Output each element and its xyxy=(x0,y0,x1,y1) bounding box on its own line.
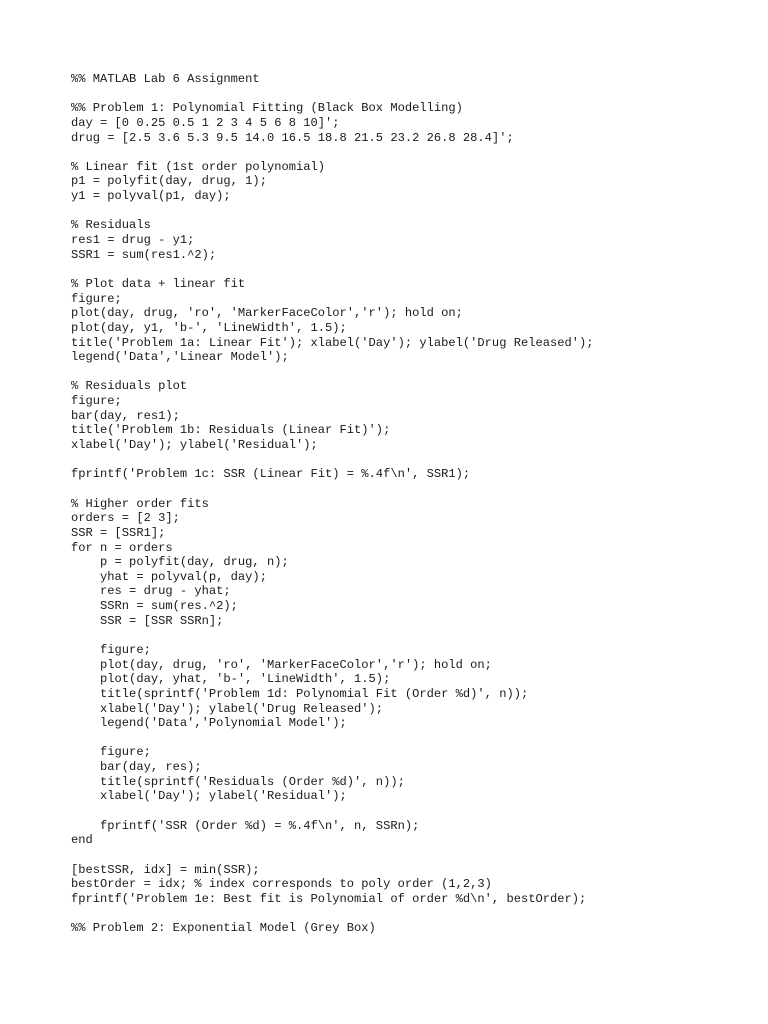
code-line: fprintf('Problem 1e: Best fit is Polynomial of order %d\n', bestOrder); xyxy=(71,891,587,906)
code-line xyxy=(71,262,594,277)
code-line xyxy=(71,907,594,922)
code-line: xlabel('Day'); ylabel('Residual'); xyxy=(71,438,318,453)
code-line: title(sprintf('Residuals (Order %d)', n)); xyxy=(71,774,405,789)
code-line xyxy=(71,87,594,102)
code-line: fprintf('Problem 1c: SSR (Linear Fit) = %.4f\n', SSR1); xyxy=(71,467,471,482)
code-line: % Higher order fits xyxy=(71,496,209,511)
code-line xyxy=(71,453,594,468)
code-line: title('Problem 1a: Linear Fit'); xlabel('Day'); ylabel('Drug Released'); xyxy=(71,335,594,350)
code-line xyxy=(71,365,594,380)
code-line: plot(day, drug, 'ro', 'MarkerFaceColor','r'); hold on; xyxy=(71,306,463,321)
code-line: figure; xyxy=(71,642,151,657)
code-line: title(sprintf('Problem 1d: Polynomial Fit (Order %d)', n)); xyxy=(71,686,529,701)
code-line: SSR1 = sum(res1.^2); xyxy=(71,247,217,262)
code-line: p = polyfit(day, drug, n); xyxy=(71,555,289,570)
code-line: plot(day, yhat, 'b-', 'LineWidth', 1.5); xyxy=(71,672,391,687)
code-line: yhat = polyval(p, day); xyxy=(71,569,267,584)
code-line: orders = [2 3]; xyxy=(71,511,180,526)
code-line xyxy=(71,204,594,219)
code-listing xyxy=(71,72,594,936)
code-line: SSRn = sum(res.^2); xyxy=(71,599,238,614)
code-line: % Linear fit (1st order polynomial) xyxy=(71,159,326,174)
code-line: plot(day, drug, 'ro', 'MarkerFaceColor','r'); hold on; xyxy=(71,657,492,672)
code-line: plot(day, y1, 'b-', 'LineWidth', 1.5); xyxy=(71,320,347,335)
code-line: SSR = [SSR SSRn]; xyxy=(71,613,224,628)
code-line: end xyxy=(71,833,93,848)
code-line: figure; xyxy=(71,394,122,409)
code-line xyxy=(71,804,594,819)
code-line: SSR = [SSR1]; xyxy=(71,525,166,540)
code-line: drug = [2.5 3.6 5.3 9.5 14.0 16.5 18.8 21.5 23.2 26.8 28.4]'; xyxy=(71,130,514,145)
code-line: %% Problem 1: Polynomial Fitting (Black Box Modelling) xyxy=(71,101,463,116)
code-line xyxy=(71,482,594,497)
code-line: y1 = polyval(p1, day); xyxy=(71,189,231,204)
code-line xyxy=(71,145,594,160)
code-line: bestOrder = idx; % index corresponds to poly order (1,2,3) xyxy=(71,877,492,892)
code-line: for n = orders xyxy=(71,540,173,555)
code-line: fprintf('SSR (Order %d) = %.4f\n', n, SSRn); xyxy=(71,818,420,833)
code-line: % Residuals xyxy=(71,218,151,233)
code-line: legend('Data','Linear Model'); xyxy=(71,350,289,365)
code-line: %% MATLAB Lab 6 Assignment xyxy=(71,72,260,86)
code-line: p1 = polyfit(day, drug, 1); xyxy=(71,174,267,189)
code-line: res = drug - yhat; xyxy=(71,584,231,599)
code-line: legend('Data','Polynomial Model'); xyxy=(71,716,347,731)
code-line: xlabel('Day'); ylabel('Drug Released'); xyxy=(71,701,384,716)
code-line: [bestSSR, idx] = min(SSR); xyxy=(71,862,260,877)
code-line: res1 = drug - y1; xyxy=(71,233,195,248)
code-line: figure; xyxy=(71,745,151,760)
code-line: %% Problem 2: Exponential Model (Grey Box) xyxy=(71,921,376,936)
code-line: % Plot data + linear fit xyxy=(71,276,246,291)
code-line xyxy=(71,628,594,643)
code-line: xlabel('Day'); ylabel('Residual'); xyxy=(71,789,347,804)
code-line xyxy=(71,731,594,746)
code-line: % Residuals plot xyxy=(71,379,188,394)
code-line: title('Problem 1b: Residuals (Linear Fit)'); xyxy=(71,423,391,438)
code-line: figure; xyxy=(71,291,122,306)
code-line: day = [0 0.25 0.5 1 2 3 4 5 6 8 10]'; xyxy=(71,115,340,130)
code-line: bar(day, res1); xyxy=(71,408,180,423)
code-line: bar(day, res); xyxy=(71,760,202,775)
code-line xyxy=(71,848,594,863)
